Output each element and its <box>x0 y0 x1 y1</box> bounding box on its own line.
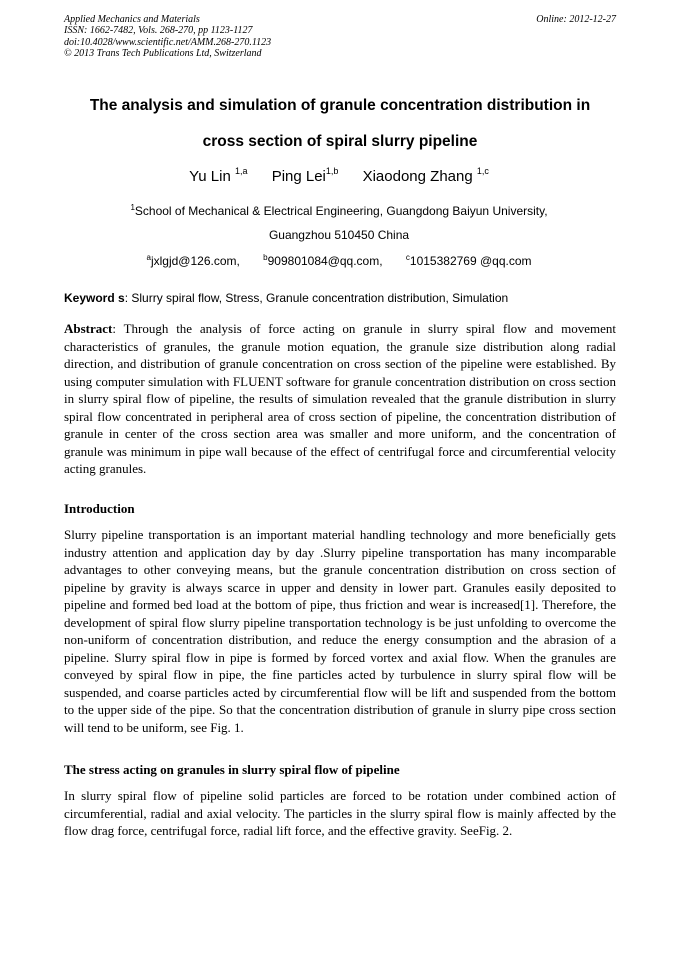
email-mark: b <box>263 253 268 262</box>
affiliation-line-1 <box>0 203 678 218</box>
abstract-label: Abstract <box>64 321 113 336</box>
keywords <box>64 291 616 305</box>
paper-title <box>60 88 620 160</box>
affiliation-text: School of Mechanical & Electrical Engineering, Guangdong Baiyun University, <box>134 204 548 218</box>
author-list <box>0 166 678 185</box>
stress-paragraph: In slurry spiral flow of pipeline solid particles are forced to be rotation under combined action of circumferential, radial and axial velocity. The particles in the slurry spiral flow is mainly affected by the flow drag force, centrifugal force, radial lift force, and the effective gravity. SeeFig. 2. <box>64 788 616 838</box>
email-address: 909801084@qq.com, <box>267 254 383 268</box>
affiliation-mark: 1 <box>130 203 135 212</box>
author-affiliation-mark: 1,a <box>235 166 248 176</box>
title-line-2: cross section of spiral slurry pipeline <box>202 133 478 150</box>
introduction-paragraph: Slurry pipeline transportation is an important material handling technology and more beneficially gets industry attention and application day by day .Slurry pipeline transportation has many incomparable advantages to other conveying means, but the granule concentration distribution on cross section of pipeline by gravity is always scarce in upper and density in lower part. Granules easily deposited to pipeline and formed bed load at the bottom of pipe, thus friction and wear is increased[1]. Therefore, the development of spiral flow slurry pipeline transportation technology is be just unfolding to overcome the non-uniform of concentration distribution, and reduce the energy consumption and the abrasion of a pipeline. Slurry spiral flow in pipe is formed by forced vortex and axial flow. When the granules are conveyed by spiral flow in pipe, the fine particles acted by turbulence in slurry spiral flow will be suspended, and coarse particles acted by circumferential flow will be lift and suspended from the bottom to the upper side of the pipe. So that the concentration distribution of granule in slurry pipe cross section will tend to be uniform, see Fig. 1. <box>64 527 616 735</box>
email-address: 1015382769 @qq.com <box>409 254 532 268</box>
email-address: jxlgjd@126.com, <box>150 254 240 268</box>
email-entry <box>406 254 532 268</box>
online-date: Online: 2012-12-27 <box>536 14 616 25</box>
journal-name: Applied Mechanics and Materials <box>64 14 200 25</box>
issn-line: ISSN: 1662-7482, Vols. 268-270, pp 1123-1127 <box>64 25 253 37</box>
affiliation-line-2: Guangzhou 510450 China <box>268 228 410 242</box>
email-entry <box>263 254 382 268</box>
email-list <box>0 253 678 268</box>
abstract-text: : Through the analysis of force acting on granule in slurry spiral flow and movement characteristics of granules, the granule motion equation, the granule size distribution along radial direction, and distribution of granule concentration on cross section of the pipeline were established. By using computer simulation with FLUENT software for granule concentration distribution on cross section in slurry spiral flow of pipeline, the results of simulation revealed that the granule distribution in slurry spiral flow concentrated in peripheral area of cross section of pipeline, the concentration distribution of granule in center of the cross section area was smaller and more uniform, and the concentration of granule was minimum in pipe wall because of the effect of centrifugal force and circumferential velocity acting granules. <box>64 321 616 476</box>
title-line-1: The analysis and simulation of granule concentration distribution in <box>89 97 591 114</box>
author-name: Ping Lei <box>271 168 326 185</box>
email-entry <box>146 254 239 268</box>
author-name: Yu Lin <box>189 168 235 185</box>
author-affiliation-mark: 1,b <box>325 166 339 176</box>
keywords-text: : Slurry spiral flow, Stress, Granule concentration distribution, Simulation <box>124 291 509 305</box>
journal-header <box>64 14 616 60</box>
author-affiliation-mark: 1,c <box>476 166 489 176</box>
doi-line: doi:10.4028/www.scientific.net/AMM.268-270.1123 <box>64 36 272 48</box>
author <box>272 168 339 185</box>
author-name: Xiaodong Zhang <box>362 168 477 185</box>
email-mark: a <box>146 253 151 262</box>
email-mark: c <box>405 253 410 262</box>
copyright-line: © 2013 Trans Tech Publications Ltd, Switzerland <box>64 48 262 60</box>
author <box>189 168 247 185</box>
author <box>363 168 489 185</box>
abstract <box>64 320 616 478</box>
section-heading-introduction: Introduction <box>64 501 135 516</box>
keywords-label: Keyword s <box>64 291 125 305</box>
section-heading-stress: The stress acting on granules in slurry spiral flow of pipeline <box>64 762 400 777</box>
